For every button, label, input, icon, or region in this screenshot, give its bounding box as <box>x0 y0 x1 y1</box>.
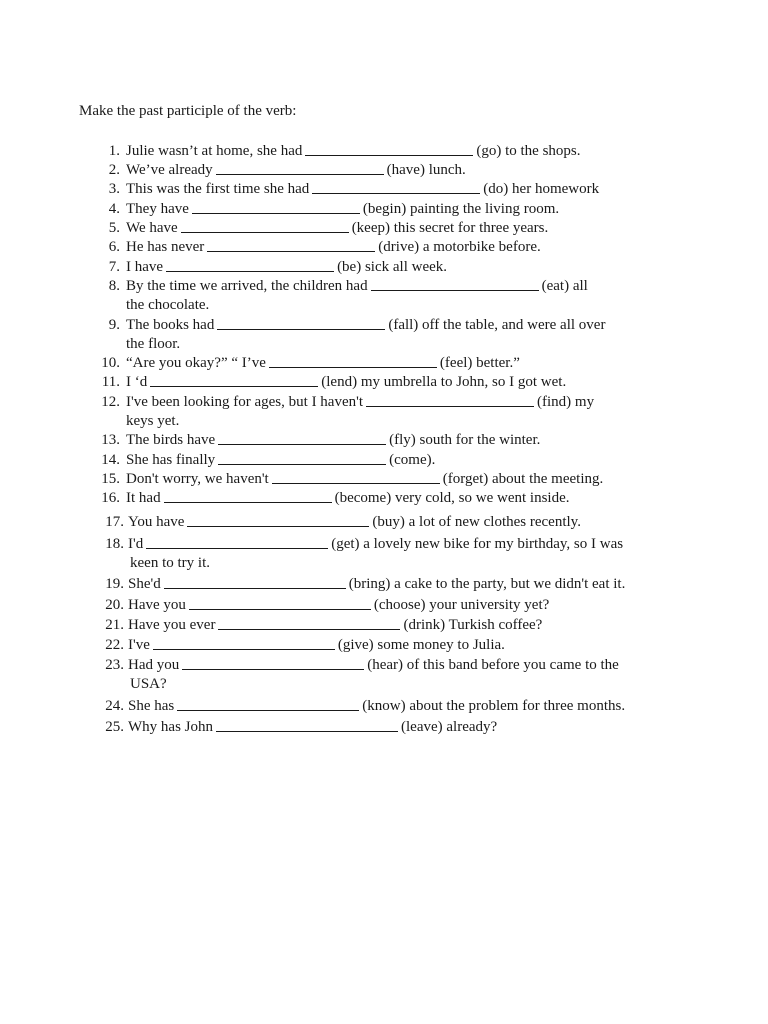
item-number: 23. <box>105 657 124 673</box>
item-text: Don't worry, we haven't <box>126 471 269 487</box>
item-number: 17. <box>105 514 124 530</box>
item-verb: (find) my <box>537 394 595 410</box>
list-item <box>0 718 497 737</box>
item-verb: (lend) my umbrella to John, so I got wet. <box>321 374 567 390</box>
item-number: 12. <box>101 394 120 410</box>
item-number: 22. <box>105 637 124 653</box>
list-item <box>0 200 559 219</box>
list-item <box>0 219 548 238</box>
item-verb: (drink) Turkish coffee? <box>403 617 543 633</box>
item-text: I'd <box>128 536 144 552</box>
item-continuation: keys yet. <box>126 413 180 430</box>
item-number: 14. <box>101 452 120 468</box>
list-item <box>0 451 435 470</box>
item-text: Julie wasn’t at home, she had <box>126 143 303 159</box>
answer-blank[interactable] <box>164 501 332 503</box>
list-item <box>0 142 581 161</box>
item-verb: (choose) your university yet? <box>373 597 550 613</box>
item-verb: (hear) of this band before you came to the <box>367 657 619 673</box>
item-verb: (begin) painting the living room. <box>362 201 560 217</box>
item-verb: (fall) off the table, and were all over <box>388 317 606 333</box>
answer-blank[interactable] <box>207 250 375 252</box>
item-number: 11. <box>101 374 120 390</box>
item-text: I have <box>126 259 164 275</box>
item-number: 4. <box>108 201 120 217</box>
item-number: 9. <box>108 317 120 333</box>
item-number: 1. <box>108 143 120 159</box>
list-item <box>0 656 619 695</box>
answer-blank[interactable] <box>218 463 386 465</box>
item-text: We have <box>126 220 178 236</box>
item-text: By the time we arrived, the children had <box>126 278 368 294</box>
item-text: We’ve already <box>126 162 213 178</box>
list-item <box>0 616 542 635</box>
item-text: Have you ever <box>128 617 216 633</box>
answer-blank[interactable] <box>216 173 384 175</box>
item-text: Why has John <box>128 719 213 735</box>
item-text: It had <box>126 490 161 506</box>
item-number: 10. <box>101 355 120 371</box>
item-verb: (go) to the shops. <box>476 143 581 159</box>
item-verb: (know) about the problem for three months. <box>362 698 626 714</box>
item-text: “Are you okay?” “ I’ve <box>126 355 266 371</box>
list-item <box>0 180 599 199</box>
item-verb: (give) some money to Julia. <box>337 637 505 653</box>
item-number: 16. <box>101 490 120 506</box>
answer-blank[interactable] <box>181 231 349 233</box>
answer-blank[interactable] <box>192 212 360 214</box>
list-item <box>0 238 541 257</box>
answer-blank[interactable] <box>166 270 334 272</box>
item-verb: (have) lunch. <box>386 162 466 178</box>
item-number: 18. <box>105 536 124 552</box>
item-number: 19. <box>105 576 124 592</box>
answer-blank[interactable] <box>218 628 400 630</box>
item-number: 5. <box>108 220 120 236</box>
item-text: I ‘d <box>126 374 148 390</box>
item-text: She'd <box>128 576 161 592</box>
list-item <box>0 277 588 316</box>
answer-blank[interactable] <box>217 328 385 330</box>
item-number: 6. <box>108 239 120 255</box>
list-item <box>0 596 549 615</box>
item-continuation: the floor. <box>126 336 181 353</box>
answer-blank[interactable] <box>153 648 335 650</box>
answer-blank[interactable] <box>164 587 346 589</box>
list-item <box>0 373 566 392</box>
answer-blank[interactable] <box>269 366 437 368</box>
item-verb: (become) very cold, so we went inside. <box>334 490 570 506</box>
item-text: I've been looking for ages, but I haven't <box>126 394 363 410</box>
item-text: She has finally <box>126 452 216 468</box>
item-continuation: USA? <box>130 676 167 693</box>
list-item <box>0 636 505 655</box>
item-number: 24. <box>105 698 124 714</box>
answer-blank[interactable] <box>177 709 359 711</box>
item-text: You have <box>128 514 185 530</box>
item-verb: (drive) a motorbike before. <box>378 239 541 255</box>
item-number: 3. <box>108 181 120 197</box>
item-text: He has never <box>126 239 205 255</box>
item-number: 21. <box>105 617 124 633</box>
item-number: 13. <box>101 432 120 448</box>
item-number: 2. <box>108 162 120 178</box>
item-number: 15. <box>101 471 120 487</box>
list-item <box>0 393 594 432</box>
item-verb: (forget) about the meeting. <box>442 471 604 487</box>
list-item <box>0 535 623 574</box>
list-item <box>0 470 603 489</box>
list-item <box>0 258 447 277</box>
item-text: This was the first time she had <box>126 181 310 197</box>
item-text: Had you <box>128 657 180 673</box>
answer-blank[interactable] <box>218 443 386 445</box>
item-verb: (bring) a cake to the party, but we didn't eat it. <box>348 576 626 592</box>
item-number: 20. <box>105 597 124 613</box>
item-continuation: keen to try it. <box>130 555 210 572</box>
answer-blank[interactable] <box>366 405 534 407</box>
item-number: 7. <box>108 259 120 275</box>
item-continuation: the chocolate. <box>126 297 210 314</box>
answer-blank[interactable] <box>371 289 539 291</box>
item-verb: (do) her homework <box>483 181 600 197</box>
item-verb: (feel) better.” <box>439 355 520 371</box>
list-item <box>0 316 605 355</box>
item-verb: (be) sick all week. <box>337 259 448 275</box>
list-item <box>0 697 625 716</box>
answer-blank[interactable] <box>189 608 371 610</box>
instruction-heading: Make the past participle of the verb: <box>79 103 297 119</box>
item-text: I've <box>128 637 150 653</box>
list-item <box>0 513 581 532</box>
list-item <box>0 431 540 450</box>
list-item <box>0 354 520 373</box>
answer-blank[interactable] <box>182 668 364 670</box>
item-verb: (buy) a lot of new clothes recently. <box>372 514 581 530</box>
answer-blank[interactable] <box>272 482 440 484</box>
item-verb: (fly) south for the winter. <box>389 432 541 448</box>
item-verb: (come). <box>389 452 436 468</box>
answer-blank[interactable] <box>187 525 369 527</box>
answer-blank[interactable] <box>305 154 473 156</box>
item-number: 25. <box>105 719 124 735</box>
list-item <box>0 161 466 180</box>
answer-blank[interactable] <box>312 192 480 194</box>
item-text: Have you <box>128 597 186 613</box>
item-verb: (eat) all <box>541 278 588 294</box>
answer-blank[interactable] <box>216 730 398 732</box>
item-text: She has <box>128 698 175 714</box>
answer-blank[interactable] <box>150 385 318 387</box>
list-item <box>0 489 570 508</box>
item-text: The books had <box>126 317 215 333</box>
item-verb: (get) a lovely new bike for my birthday, so I was <box>331 536 624 552</box>
list-item <box>0 575 625 594</box>
item-number: 8. <box>108 278 120 294</box>
item-verb: (leave) already? <box>401 719 498 735</box>
item-text: They have <box>126 201 189 217</box>
item-text: The birds have <box>126 432 216 448</box>
answer-blank[interactable] <box>146 547 328 549</box>
item-verb: (keep) this secret for three years. <box>351 220 549 236</box>
